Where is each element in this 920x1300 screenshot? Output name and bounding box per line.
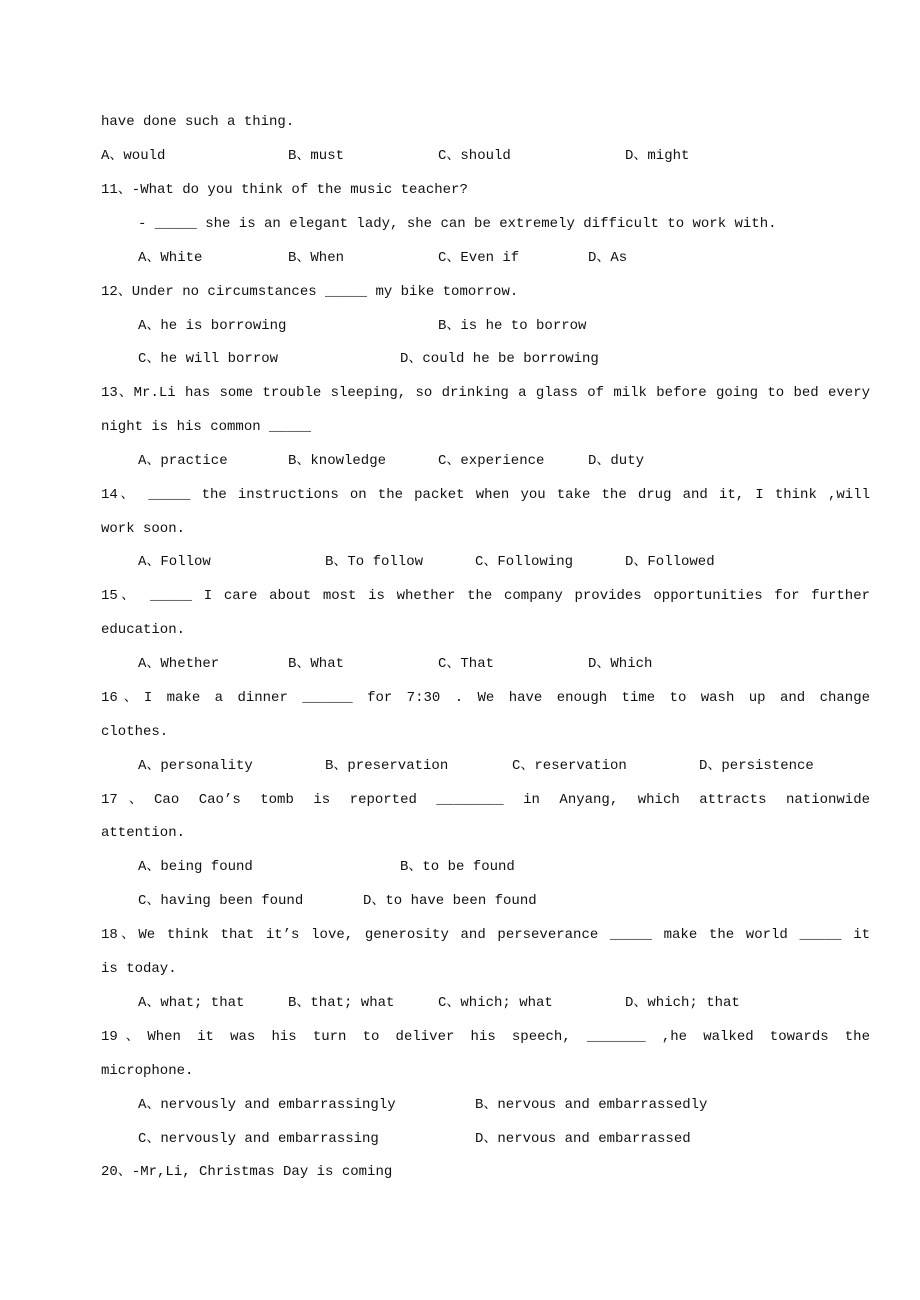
answer-option: C、Following (475, 554, 574, 570)
answer-options-row (0, 552, 920, 572)
answer-option: B、must (288, 148, 345, 164)
answer-options-row (0, 349, 920, 369)
answer-options-row (0, 654, 920, 674)
text-line: 12、Under no circumstances _____ my bike tomorrow. (101, 284, 519, 300)
answer-option: A、White (138, 250, 203, 266)
answer-options-row (0, 857, 920, 877)
answer-option: D、Followed (625, 554, 715, 570)
answer-option: D、Which (588, 656, 653, 672)
answer-option: D、which; that (625, 995, 740, 1011)
answer-options-row (0, 316, 920, 336)
text-line: 20、-Mr,Li, Christmas Day is coming (101, 1164, 393, 1180)
answer-option: C、he will borrow (138, 351, 279, 367)
text-line: 13、Mr.Li has some trouble sleeping, so drinking a glass of milk before going to bed every (101, 385, 870, 401)
text-line: have done such a thing. (101, 114, 295, 130)
answer-option: D、duty (588, 453, 645, 469)
answer-option: B、that; what (288, 995, 395, 1011)
answer-option: D、could he be borrowing (400, 351, 599, 367)
answer-option: C、That (438, 656, 495, 672)
answer-options-row (0, 1129, 920, 1149)
answer-option: B、knowledge (288, 453, 387, 469)
answer-option: C、reservation (512, 758, 627, 774)
answer-option: B、To follow (325, 554, 424, 570)
answer-options-row (0, 891, 920, 911)
text-line: 16、I make a dinner ______ for 7:30 . We have enough time to wash up and change (101, 690, 870, 706)
answer-option: A、nervously and embarrassingly (138, 1097, 396, 1113)
answer-option: B、nervous and embarrassedly (475, 1097, 708, 1113)
answer-option: C、Even if (438, 250, 520, 266)
answer-option: A、being found (138, 859, 253, 875)
text-line: clothes. (101, 724, 169, 740)
answer-option: A、he is borrowing (138, 318, 287, 334)
text-line: work soon. (101, 521, 186, 537)
answer-option: D、might (625, 148, 690, 164)
answer-option: C、should (438, 148, 511, 164)
answer-options-row (0, 1095, 920, 1115)
text-line: education. (101, 622, 186, 638)
answer-option: A、would (101, 148, 166, 164)
answer-option: B、When (288, 250, 345, 266)
answer-option: A、practice (138, 453, 228, 469)
answer-options-row (0, 756, 920, 776)
text-line: 15、 _____ I care about most is whether the company provides opportunities for further (101, 588, 870, 604)
answer-option: D、to have been found (363, 893, 537, 909)
answer-option: D、nervous and embarrassed (475, 1131, 691, 1147)
text-line: night is his common _____ (101, 419, 312, 435)
answer-option: D、As (588, 250, 628, 266)
answer-option: B、What (288, 656, 345, 672)
text-line: microphone. (101, 1063, 194, 1079)
text-line: 11、-What do you think of the music teacher? (101, 182, 468, 198)
answer-options-row (0, 451, 920, 471)
answer-option: D、persistence (699, 758, 814, 774)
answer-option: A、Whether (138, 656, 220, 672)
answer-option: A、Follow (138, 554, 211, 570)
answer-options-row (0, 993, 920, 1013)
answer-option: B、to be found (400, 859, 515, 875)
text-line: 18、We think that it’s love, generosity and perseverance _____ make the world _____ it (101, 927, 870, 943)
answer-options-row (0, 248, 920, 268)
text-line: - _____ she is an elegant lady, she can be extremely difficult to work with. (138, 216, 777, 232)
text-line: 19、When it was his turn to deliver his speech, _______ ,he walked towards the (101, 1029, 870, 1045)
answer-option: B、preservation (325, 758, 449, 774)
answer-option: C、experience (438, 453, 545, 469)
answer-option: C、nervously and embarrassing (138, 1131, 379, 1147)
answer-option: C、which; what (438, 995, 553, 1011)
text-line: is today. (101, 961, 177, 977)
answer-option: B、is he to borrow (438, 318, 587, 334)
answer-option: C、having been found (138, 893, 304, 909)
text-line: 14、 _____ the instructions on the packet when you take the drug and it, I think ,will (101, 487, 870, 503)
text-line: attention. (101, 825, 186, 841)
answer-option: A、personality (138, 758, 253, 774)
text-line: 17、Cao Cao’s tomb is reported ________ in Anyang, which attracts nationwide (101, 792, 870, 808)
answer-options-row (0, 146, 920, 166)
answer-option: A、what; that (138, 995, 245, 1011)
